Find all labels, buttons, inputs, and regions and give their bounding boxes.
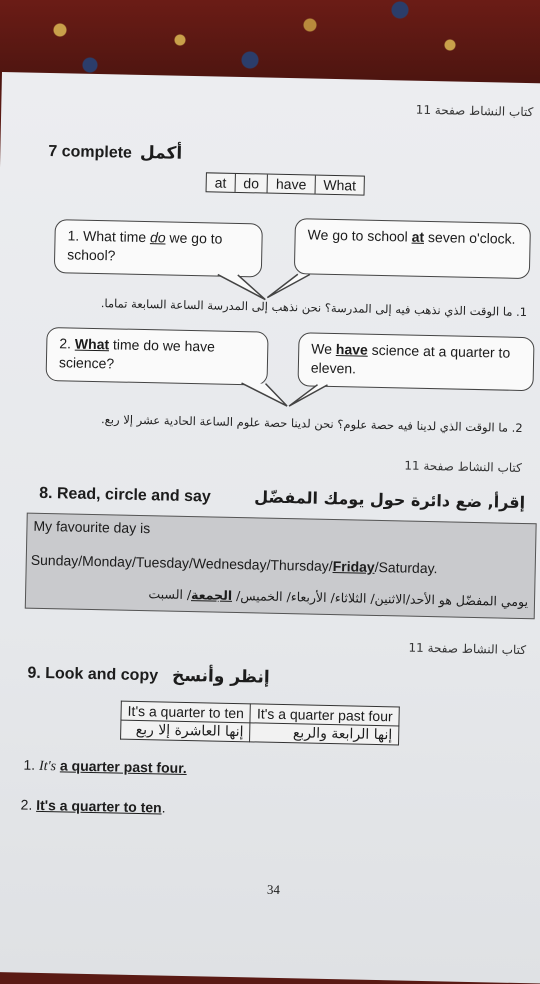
exercise-9-heading — [27, 663, 270, 688]
exercise-9-title: 9. Look and copy — [27, 664, 159, 685]
workbook-page — [0, 72, 540, 984]
exercise-9-reference: كتاب النشاط صفحة 11 — [408, 640, 527, 658]
table-cell: إنها العاشرة إلا ربع — [121, 720, 251, 742]
answer-what: What — [74, 335, 110, 353]
answer-2: It's a quarter to ten — [36, 796, 162, 816]
exercise-7-title-arabic: أكمل — [139, 142, 183, 164]
word-bank-item: What — [314, 176, 364, 195]
word-bank-item: at — [214, 174, 227, 191]
favourite-day-box — [25, 513, 537, 620]
times-table — [120, 701, 400, 746]
days-list: Sunday/Monday/Tuesday/Wednesday/Thursday/Friday/Saturday. — [30, 551, 438, 577]
speech-bubble-tails-2 — [225, 377, 336, 415]
page-reference: كتاب النشاط صفحة 11 — [415, 102, 534, 120]
speech-bubble-answer-2: We have science at a quarter to eleven. — [297, 332, 534, 391]
page-number: 34 — [266, 881, 281, 897]
table-cell: It's a quarter to ten — [121, 701, 251, 723]
speech-bubble-question-2: 2. What time do we have science? — [46, 327, 269, 386]
answer-do: do — [149, 229, 166, 246]
answer-line-2: 2. It's a quarter to ten. — [20, 796, 166, 816]
table-cell: It's a quarter past four — [250, 704, 399, 726]
word-bank-item: have — [267, 175, 315, 194]
word-bank-item: do — [234, 174, 267, 193]
exercise-8-title-arabic: إقرأ, ضع دائرة حول يومك المفضّل — [254, 487, 526, 513]
exercise-7-heading — [48, 141, 182, 164]
exercise-7-title: 7 complete — [48, 142, 133, 162]
word-bank — [206, 172, 366, 195]
answer-line-1: 1. It's a quarter past four. — [23, 756, 187, 777]
answer-at: at — [411, 228, 425, 245]
table-cell: إنها الرابعة والربع — [250, 723, 399, 745]
exercise-8-title: 8. Read, circle and say — [39, 484, 211, 506]
answer-have: have — [335, 341, 368, 358]
days-list-arabic: يومي المفضّل هو الأحد/الاثنين/ الثلاثاء/ الأربعاء/ الخميس/ الجمعة/ السبت — [148, 586, 529, 610]
favourite-day-prompt: My favourite day is — [33, 517, 151, 537]
answer-friday: Friday — [332, 558, 375, 575]
answer-1: a quarter past four. — [59, 757, 187, 777]
exercise-9-title-arabic: إنظر وأنسخ — [171, 665, 270, 688]
speech-bubble-question-1: 1. What time do we go to school? — [54, 219, 263, 277]
translation-1: 1. ما الوقت الذي نذهب فيه إلى المدرسة؟ نحن نذهب إلى المدرسة الساعة السابعة تماما. — [100, 296, 528, 320]
exercise-8-reference: كتاب النشاط صفحة 11 — [404, 458, 522, 475]
speech-bubble-answer-1: We go to school at seven o'clock. — [294, 218, 531, 279]
translation-2: 2. ما الوقت الذي لدينا فيه حصة علوم؟ نحن لدينا حصة علوم الساعة الحادية عشر إلا ربع. — [100, 412, 523, 435]
answer-friday-arabic: الجمعة — [190, 587, 233, 603]
